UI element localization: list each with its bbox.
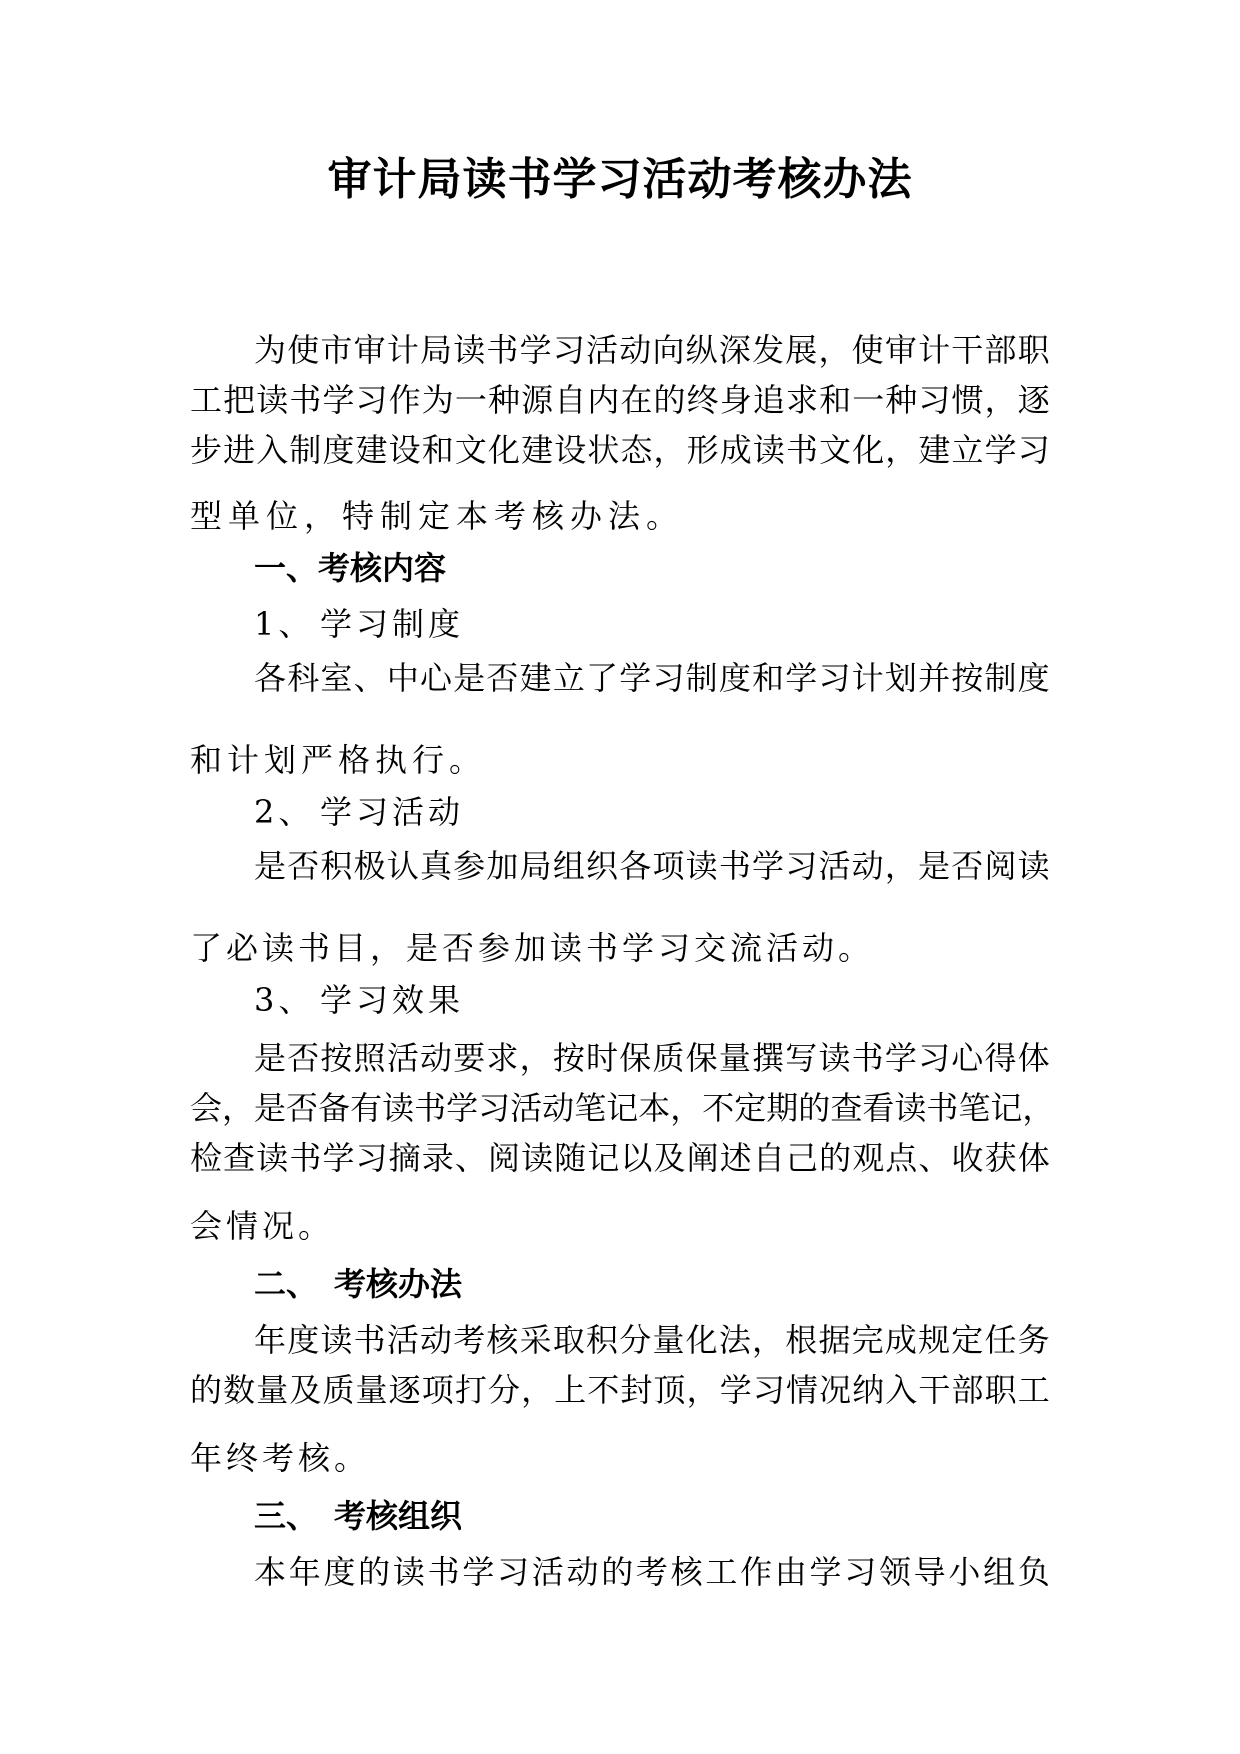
item3-number: 3、 [254, 981, 315, 1019]
item3-heading [254, 978, 1050, 1022]
intro-line-1: 为 使 市 审 计 局 读 书 学 习 活 动 向 纵 深 发 展 ， 使 审 计 干 部 职 [254, 331, 1050, 369]
item3-title: 学习效果 [320, 981, 465, 1019]
item2-text-line-1: 是 否 积 极 认 真 参 加 局 组 织 各 项 读 书 学 习 活 动 ， 是 否 阅 读 [254, 847, 1050, 885]
item1-title: 学习制度 [320, 605, 465, 643]
item2-title: 学习活动 [320, 793, 465, 831]
item2-text-line-2: 了必读书目，是否参加读书学习交流活动。 [190, 929, 875, 967]
intro-line-4: 型单位，特制定本考核办法。 [190, 497, 685, 535]
item3-text-line-4: 会情况。 [190, 1207, 335, 1245]
section2-heading [254, 1262, 1050, 1306]
item2-number: 2、 [254, 793, 315, 831]
item1-number: 1、 [254, 605, 315, 643]
item1-text-line-2: 和计划严格执行。 [190, 741, 487, 779]
section3-number: 三、 [254, 1497, 319, 1535]
section2-text-line-3: 年终考核。 [190, 1439, 371, 1477]
item3-text-line-2: 会 ， 是 否 备 有 读 书 学 习 活 动 笔 记 本 ， 不 定 期 的 查 看 读 书 笔 记 ， [190, 1089, 1055, 1127]
section1-heading: 一、考核内容 [254, 549, 447, 587]
section2-text-line-1: 年 度 读 书 活 动 考 核 采 取 积 分 量 化 法 ， 根 据 完 成 规 定 任 务 [254, 1321, 1050, 1359]
section2-number: 二、 [254, 1265, 319, 1303]
document-title: 审计局读书学习活动考核办法 [327, 154, 913, 205]
item2-heading [254, 790, 1050, 834]
item3-text-line-3: 检 查 读 书 学 习 摘 录 、 阅 读 随 记 以 及 阐 述 自 己 的 观 点 、 收 获 体 [190, 1139, 1050, 1177]
section3-heading [254, 1494, 1050, 1538]
intro-line-3: 步 进 入 制 度 建 设 和 文 化 建 设 状 态 ， 形 成 读 书 文 化 ， 建 立 学 习 [190, 431, 1050, 469]
item1-text-line-1: 各 科 室 、 中 心 是 否 建 立 了 学 习 制 度 和 学 习 计 划 并 按 制 度 [254, 659, 1050, 697]
section2-text-line-2: 的 数 量 及 质 量 逐 项 打 分 ， 上 不 封 顶 ， 学 习 情 况 纳 入 干 部 职 工 [190, 1371, 1050, 1409]
section3-title: 考核组织 [334, 1497, 463, 1535]
section3-text-line-1: 本 年 度 的 读 书 学 习 活 动 的 考 核 工 作 由 学 习 领 导 小 组 负 [254, 1553, 1050, 1591]
item3-text-line-1: 是 否 按 照 活 动 要 求 ， 按 时 保 质 保 量 撰 写 读 书 学 习 心 得 体 [254, 1039, 1050, 1077]
intro-line-2: 工 把 读 书 学 习 作 为 一 种 源 自 内 在 的 终 身 追 求 和 一 种 习 惯 ， 逐 [190, 381, 1050, 419]
section2-title: 考核办法 [334, 1265, 463, 1303]
item1-heading [254, 602, 1050, 646]
